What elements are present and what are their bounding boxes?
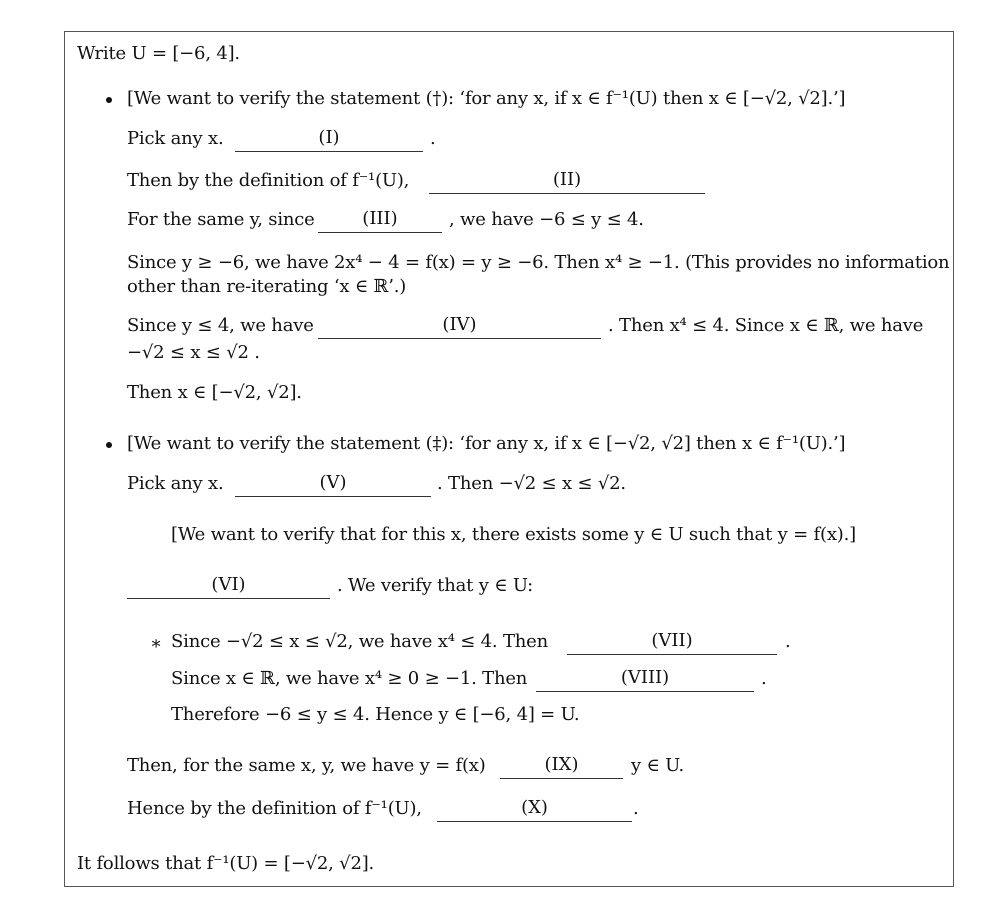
star-bullet: ∗ <box>150 633 163 654</box>
blank-I[interactable]: (I) <box>235 129 423 152</box>
part2-star-a-period: . <box>785 631 791 652</box>
bullet-2 <box>106 442 112 448</box>
blank-III[interactable]: (III) <box>318 210 442 233</box>
part2-hence-period: . <box>633 798 639 819</box>
part1-same-y-a: For the same y, since <box>127 209 315 230</box>
blank-II[interactable]: (II) <box>429 171 705 194</box>
bullet-1 <box>106 97 112 103</box>
part2-y-in-u: y ∈ U. <box>631 755 684 776</box>
part1-header: [We want to verify the statement (†): ‘for any x, if x ∈ f⁻¹(U) then x ∈ [−√2, √2].’] <box>127 88 846 109</box>
part1-since-le-a: Since y ≤ 4, we have <box>127 315 314 336</box>
part2-pick-then: . Then −√2 ≤ x ≤ √2. <box>437 473 626 494</box>
part1-then-def: Then by the definition of f⁻¹(U), <box>127 170 410 191</box>
blank-VIII[interactable]: (VIII) <box>536 669 754 692</box>
part2-hence-def: Hence by the definition of f⁻¹(U), <box>127 798 422 819</box>
part1-since-le-b: . Then x⁴ ≤ 4. Since x ∈ ℝ, we have <box>608 315 924 336</box>
part1-pick: Pick any x. <box>127 128 224 149</box>
part2-verify-y: . We verify that y ∈ U: <box>337 575 534 596</box>
blank-IX[interactable]: (IX) <box>500 756 623 779</box>
part1-since-le-c: −√2 ≤ x ≤ √2 . <box>127 342 260 363</box>
part2-header: [We want to verify the statement (‡): ‘for any x, if x ∈ [−√2, √2] then x ∈ f⁻¹(U).’] <box>127 433 846 454</box>
blank-V[interactable]: (V) <box>235 474 431 497</box>
blank-VII[interactable]: (VII) <box>567 632 777 655</box>
part2-star-b: Since x ∈ ℝ, we have x⁴ ≥ 0 ≥ −1. Then <box>171 668 528 689</box>
part1-since-ge-1: Since y ≥ −6, we have 2x⁴ − 4 = f(x) = y ≥ −6. Then x⁴ ≥ −1. (This provides no information <box>127 252 950 273</box>
final-line: It follows that f⁻¹(U) = [−√2, √2]. <box>77 853 375 874</box>
part1-conclusion: Then x ∈ [−√2, √2]. <box>127 382 302 403</box>
part1-since-ge-2: other than re-iterating ‘x ∈ ℝ’.) <box>127 276 407 297</box>
part1-pick-period: . <box>430 128 436 149</box>
part2-verify-note: [We want to verify that for this x, there exists some y ∈ U such that y = f(x).] <box>171 524 856 545</box>
blank-IV[interactable]: (IV) <box>318 316 601 339</box>
part2-star-a: Since −√2 ≤ x ≤ √2, we have x⁴ ≤ 4. Then <box>171 631 548 652</box>
part2-same-xy: Then, for the same x, y, we have y = f(x) <box>127 755 486 776</box>
part2-pick: Pick any x. <box>127 473 224 494</box>
blank-X[interactable]: (X) <box>437 799 632 822</box>
part2-star-b-period: . <box>761 668 767 689</box>
part2-star-c: Therefore −6 ≤ y ≤ 4. Hence y ∈ [−6, 4] = U. <box>171 704 580 725</box>
blank-VI[interactable]: (VI) <box>127 576 330 599</box>
part1-same-y-b: , we have −6 ≤ y ≤ 4. <box>449 209 644 230</box>
intro-line: Write U = [−6, 4]. <box>77 43 240 64</box>
